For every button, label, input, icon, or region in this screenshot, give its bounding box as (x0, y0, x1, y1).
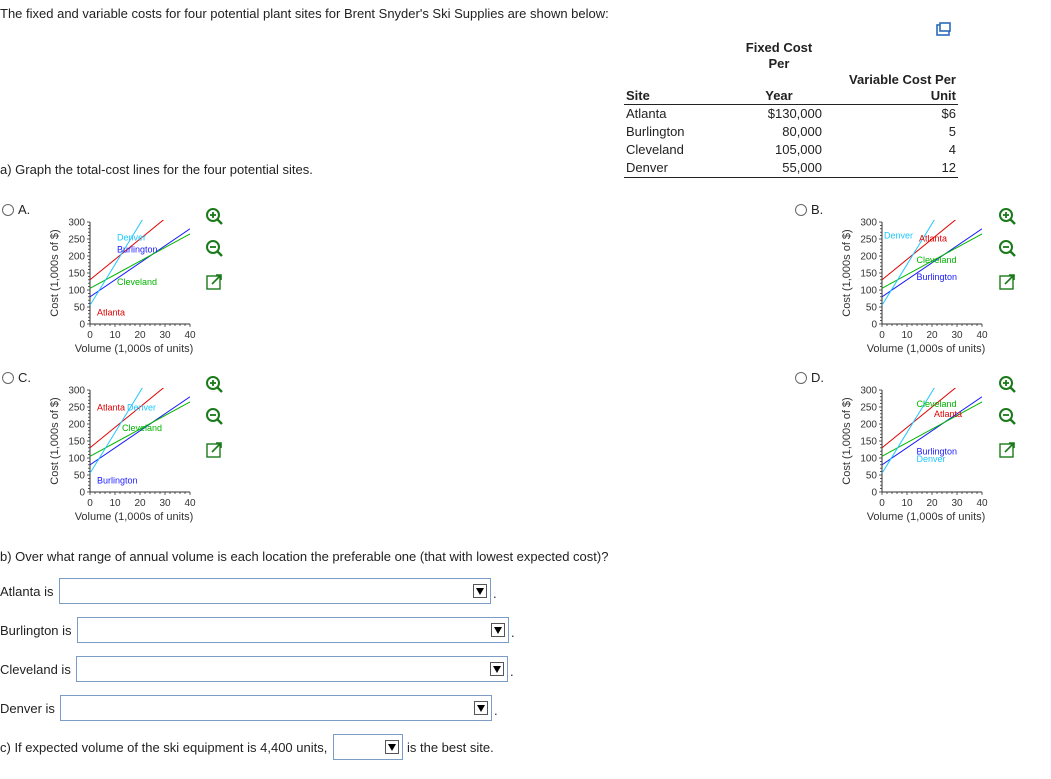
x-axis-label: Volume (1,000s of units) (74, 511, 194, 523)
variable-cell: 4 (948, 142, 956, 157)
x-tick-label: 40 (976, 498, 988, 509)
chart-option-a (40, 212, 210, 360)
variable-header: Variable Cost Per Unit (824, 72, 958, 105)
y-tick-label: 50 (73, 470, 85, 482)
zoom-out-icon[interactable] (204, 406, 224, 426)
y-tick-label: 50 (73, 302, 85, 314)
x-tick-label: 10 (901, 498, 913, 509)
series-label-denver: Denver (916, 454, 946, 465)
option-b-letter: B. (811, 202, 824, 217)
popout-icon[interactable] (997, 272, 1017, 292)
denver-label: Denver is (0, 701, 55, 716)
x-tick-label: 30 (951, 330, 963, 341)
x-tick-label: 40 (184, 330, 196, 341)
y-tick-label: 100 (860, 285, 877, 297)
y-tick-label: 300 (860, 385, 877, 397)
x-tick-label: 20 (926, 330, 938, 341)
series-label-burlington: Burlington (916, 271, 958, 282)
x-tick-label: 20 (134, 330, 146, 341)
fixed-cell: 55,000 (734, 159, 824, 178)
y-axis-label: Cost (1,000s of $) (841, 397, 853, 485)
burlington-range-select[interactable] (77, 617, 509, 643)
table-row (624, 123, 958, 141)
intro-text: The fixed and variable costs for four potential plant sites for Brent Snyder's Ski Supplies are shown below: (0, 6, 609, 21)
y-tick-label: 150 (68, 436, 85, 448)
x-axis-label: Volume (1,000s of units) (866, 343, 986, 355)
zoom-out-icon[interactable] (997, 406, 1017, 426)
option-a-radio[interactable] (2, 204, 14, 216)
option-c[interactable] (2, 370, 31, 385)
zoom-in-icon[interactable] (204, 206, 224, 226)
atlanta-label: Atlanta is (0, 584, 54, 599)
y-tick-label: 200 (68, 251, 85, 263)
zoom-out-icon[interactable] (204, 238, 224, 258)
option-c-letter: C. (18, 370, 31, 385)
y-tick-label: 50 (865, 470, 877, 482)
series-label-atlanta: Atlanta (97, 402, 126, 413)
x-tick-label: 30 (951, 498, 963, 509)
y-tick-label: 150 (860, 436, 877, 448)
option-b-radio[interactable] (795, 204, 807, 216)
cleveland-range-select[interactable] (76, 656, 508, 682)
series-label-cleveland: Cleveland (916, 399, 957, 409)
variable-cell: $6 (941, 106, 956, 121)
y-axis-label: Cost (1,000s of $) (841, 229, 853, 317)
zoom-in-icon[interactable] (997, 206, 1017, 226)
chart-option-c (40, 380, 210, 528)
popout-icon[interactable] (997, 440, 1017, 460)
x-tick-label: 20 (926, 498, 938, 509)
variable-cell: 12 (824, 159, 958, 178)
chart-option-d (832, 380, 1002, 528)
denver-range-select[interactable] (60, 695, 492, 721)
site-cell: Cleveland (626, 142, 684, 157)
question-c-prefix: c) If expected volume of the ski equipment is 4,400 units, (0, 740, 328, 755)
x-tick-label: 10 (901, 330, 913, 341)
zoom-out-icon[interactable] (997, 238, 1017, 258)
y-tick-label: 200 (68, 419, 85, 431)
atlanta-period: . (493, 586, 497, 601)
chevron-down-icon[interactable] (473, 584, 487, 598)
y-tick-label: 0 (871, 487, 877, 499)
chevron-down-icon[interactable] (474, 701, 488, 715)
fixed-header-line2: Year (734, 72, 824, 105)
series-label-burlington: Burlington (97, 475, 138, 486)
series-label-atlanta: Atlanta (97, 307, 126, 318)
y-tick-label: 250 (68, 234, 85, 246)
y-tick-label: 0 (79, 319, 85, 331)
fixed-cell: 105,000 (775, 142, 822, 157)
question-c-suffix: is the best site. (407, 740, 494, 755)
site-header: Site (624, 72, 734, 105)
series-label-denver: Denver (127, 402, 157, 413)
x-tick-label: 0 (87, 330, 93, 341)
y-tick-label: 250 (860, 402, 877, 414)
table-row (624, 159, 958, 178)
y-tick-label: 100 (68, 453, 85, 465)
cleveland-period: . (510, 664, 514, 679)
clipboard-icon[interactable] (936, 22, 952, 36)
table-row (624, 141, 958, 159)
fixed-header-line1: Fixed Cost Per (745, 40, 813, 71)
series-label-atlanta: Atlanta (934, 409, 963, 420)
variable-cell: 5 (948, 124, 956, 139)
question-a: a) Graph the total-cost lines for the four potential sites. (0, 162, 313, 177)
chart-option-b (832, 212, 1002, 360)
x-tick-label: 20 (134, 498, 146, 509)
popout-icon[interactable] (204, 272, 224, 292)
y-axis-label: Cost (1,000s of $) (49, 229, 61, 317)
fixed-cell: $130,000 (767, 106, 822, 121)
y-tick-label: 250 (860, 234, 877, 246)
chevron-down-icon[interactable] (490, 662, 504, 676)
costs-table (624, 40, 958, 178)
x-tick-label: 0 (879, 498, 885, 509)
option-b[interactable] (795, 202, 823, 217)
y-tick-label: 150 (860, 268, 877, 280)
x-axis-label: Volume (1,000s of units) (866, 511, 986, 523)
y-tick-label: 100 (68, 285, 85, 297)
y-tick-label: 50 (865, 302, 877, 314)
best-site-select[interactable] (333, 734, 403, 760)
site-cell: Denver (624, 159, 734, 178)
option-d-letter: D. (811, 370, 824, 385)
option-a-letter: A. (18, 202, 31, 217)
y-tick-label: 300 (68, 385, 85, 397)
fixed-cell: 80,000 (782, 124, 822, 139)
x-tick-label: 10 (109, 498, 121, 509)
y-tick-label: 250 (68, 402, 85, 414)
popout-icon[interactable] (204, 440, 224, 460)
x-tick-label: 30 (159, 330, 171, 341)
y-tick-label: 150 (68, 268, 85, 280)
y-tick-label: 300 (860, 217, 877, 229)
x-tick-label: 40 (976, 330, 988, 341)
denver-period: . (494, 703, 498, 718)
zoom-in-icon[interactable] (997, 374, 1017, 394)
option-c-radio[interactable] (2, 372, 14, 384)
option-d-radio[interactable] (795, 372, 807, 384)
zoom-in-icon[interactable] (204, 374, 224, 394)
y-tick-label: 200 (860, 419, 877, 431)
chevron-down-icon[interactable] (385, 740, 399, 754)
option-d[interactable] (795, 370, 824, 385)
x-tick-label: 0 (87, 498, 93, 509)
x-tick-label: 0 (879, 330, 885, 341)
site-cell: Burlington (626, 124, 685, 139)
series-label-burlington: Burlington (916, 446, 958, 457)
atlanta-range-select[interactable] (59, 578, 491, 604)
y-tick-label: 300 (68, 217, 85, 229)
y-tick-label: 200 (860, 251, 877, 263)
y-tick-label: 0 (79, 487, 85, 499)
series-label-cleveland: Cleveland (122, 422, 163, 433)
y-tick-label: 0 (871, 319, 877, 331)
series-label-cleveland: Cleveland (916, 254, 957, 265)
series-label-denver: Denver (884, 230, 914, 241)
series-label-atlanta: Atlanta (919, 233, 948, 244)
site-cell: Atlanta (626, 106, 667, 121)
series-label-cleveland: Cleveland (117, 276, 158, 287)
burlington-period: . (511, 625, 515, 640)
x-axis-label: Volume (1,000s of units) (74, 343, 194, 355)
cleveland-label: Cleveland is (0, 662, 71, 677)
option-a[interactable] (2, 202, 30, 217)
y-axis-label: Cost (1,000s of $) (49, 397, 61, 485)
series-label-denver: Denver (117, 232, 147, 243)
table-row (624, 105, 958, 124)
question-b: b) Over what range of annual volume is each location the preferable one (that with lowest expected cost)? (0, 549, 609, 564)
x-tick-label: 10 (109, 330, 121, 341)
chevron-down-icon[interactable] (491, 623, 505, 637)
x-tick-label: 30 (159, 498, 171, 509)
x-tick-label: 40 (184, 498, 196, 509)
series-label-burlington: Burlington (117, 244, 158, 255)
y-tick-label: 100 (860, 453, 877, 465)
burlington-label: Burlington is (0, 623, 72, 638)
